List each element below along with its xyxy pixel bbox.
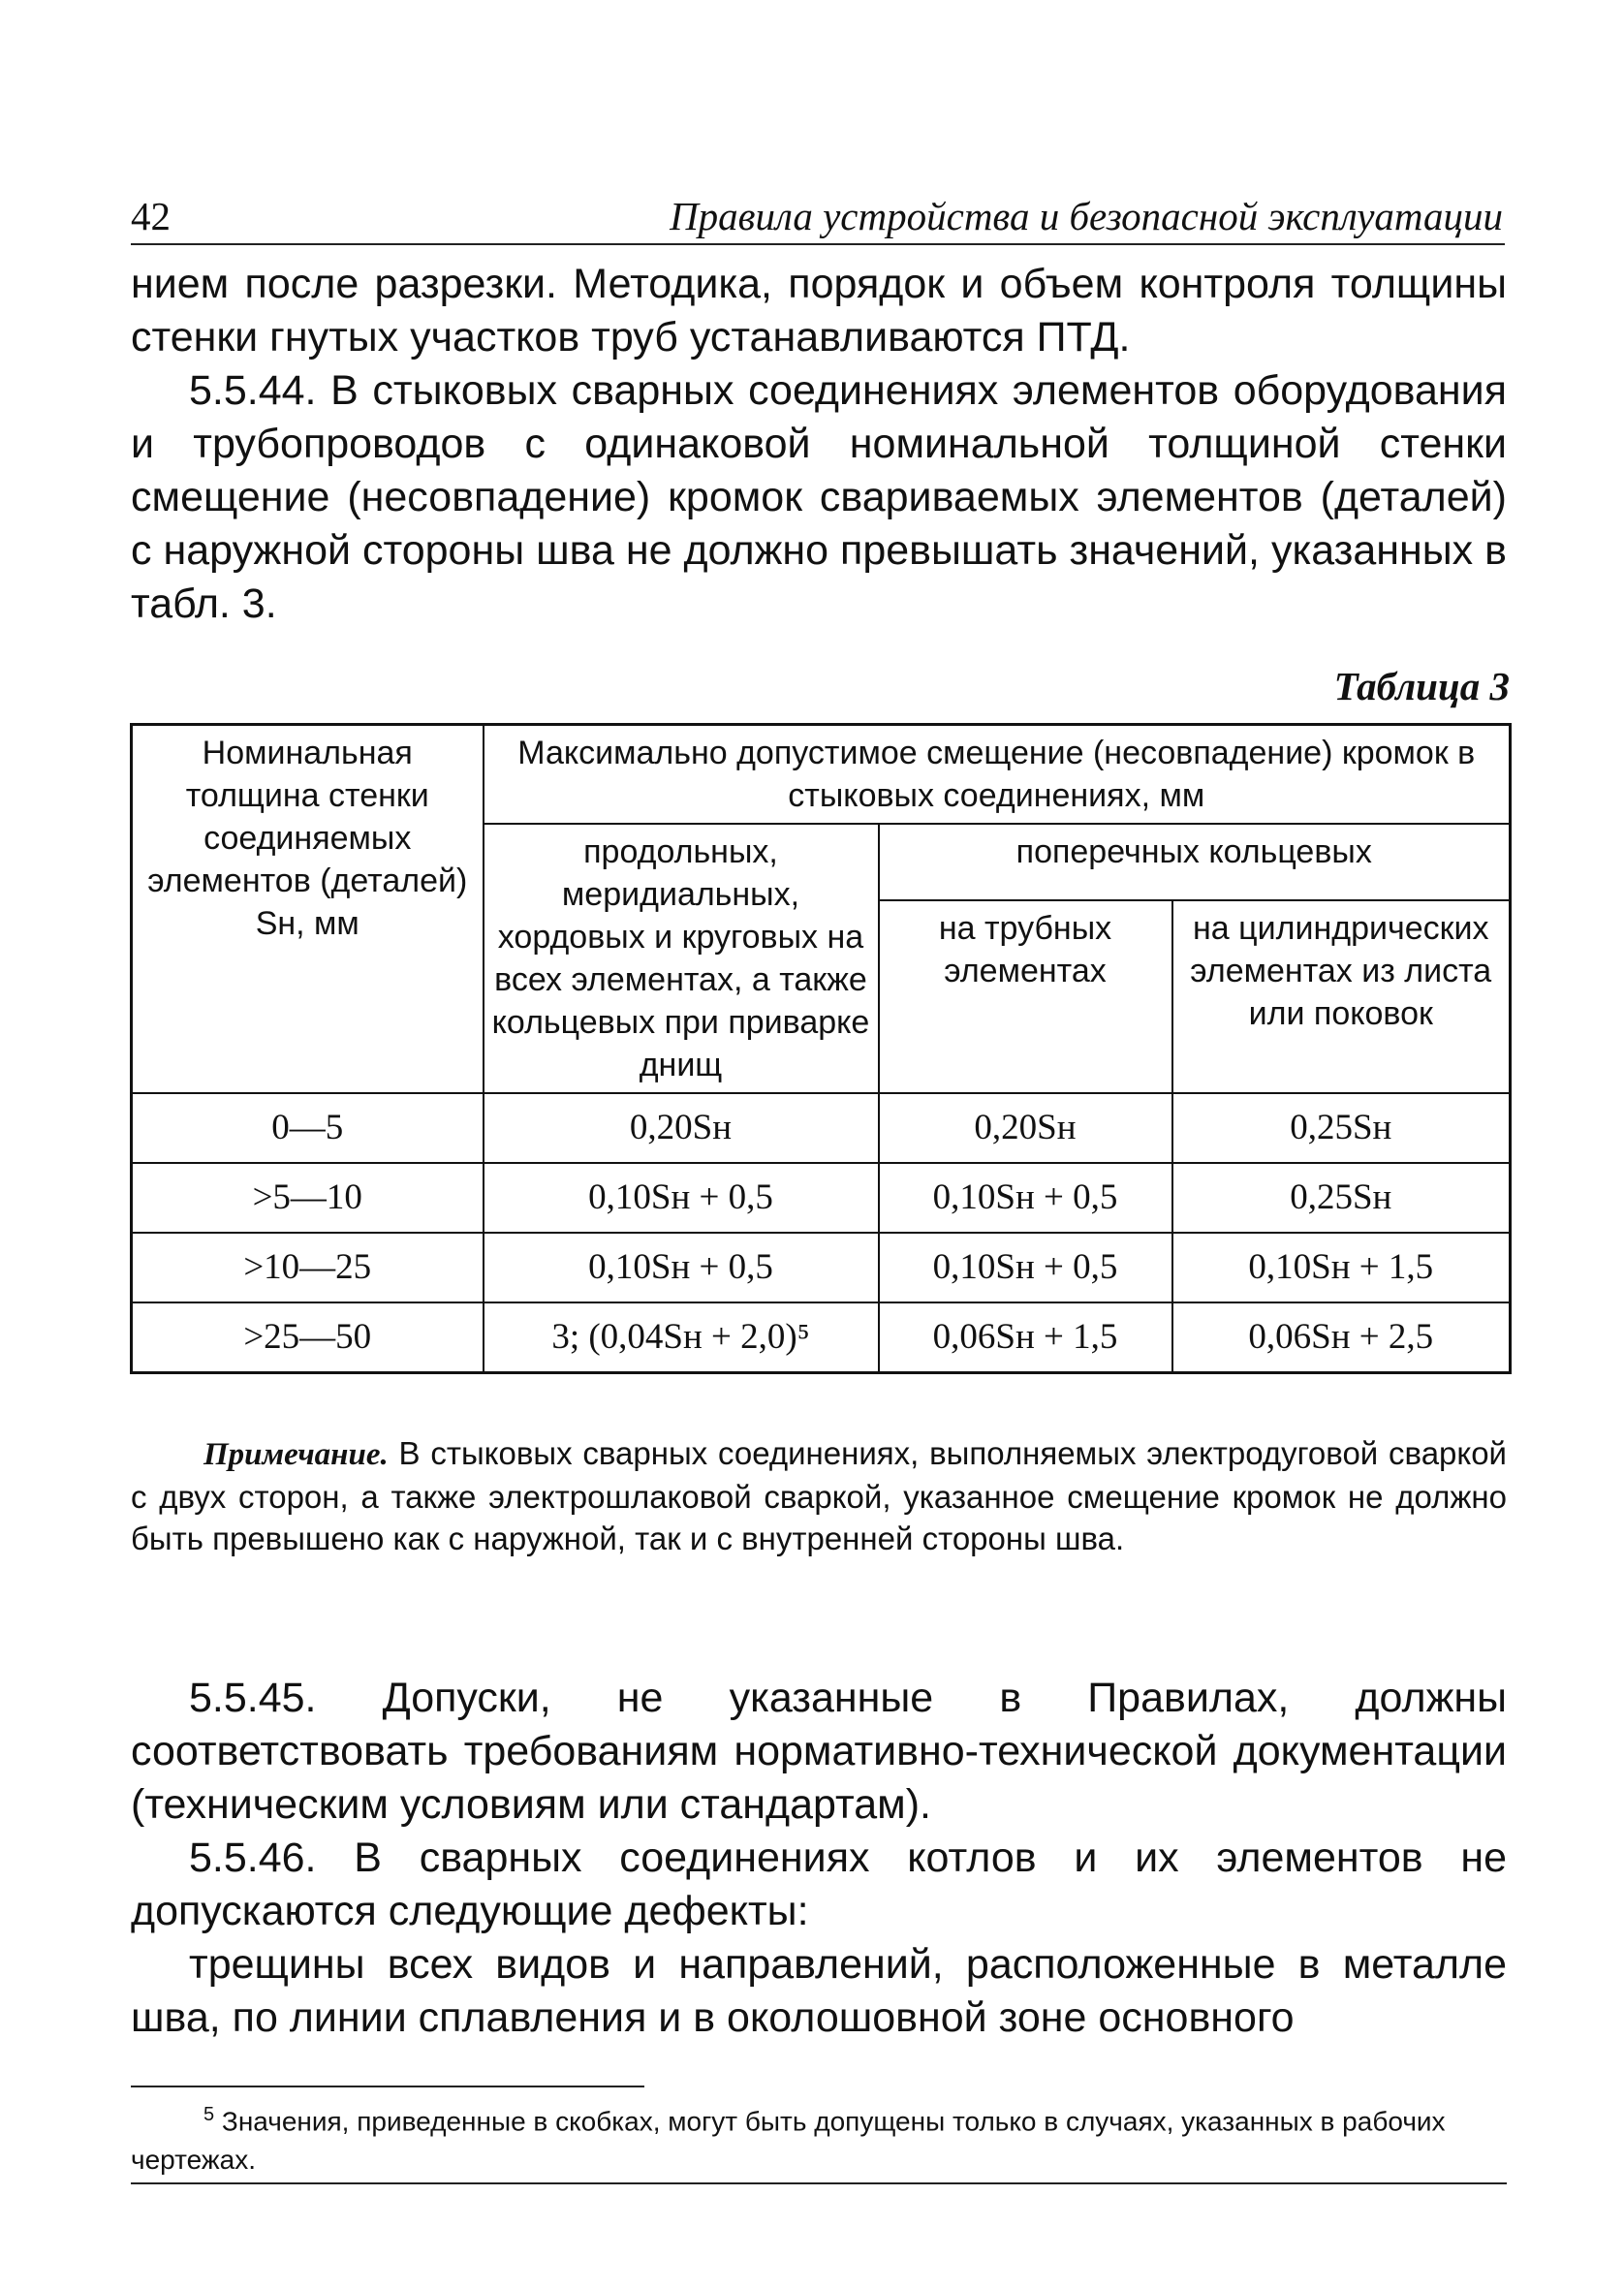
cell-thickness: >5—10 [132, 1163, 484, 1233]
cell-longitudinal: 0,20Sн [484, 1093, 879, 1163]
cell-longitudinal: 3; (0,04Sн + 2,0)⁵ [484, 1302, 879, 1373]
paragraph-5-5-46: 5.5.46. В сварных соединениях котлов и их элементов не допускаются следующие дефекты: [131, 1835, 1507, 1934]
cell-tube: 0,20Sн [879, 1093, 1172, 1163]
table-row [132, 1233, 1511, 1302]
offset-table [130, 723, 1512, 1374]
cell-tube: 0,10Sн + 0,5 [879, 1233, 1172, 1302]
paragraph-5-5-45: 5.5.45. Допуски, не указанные в Правилах, должны соответствовать требованиям нормативно-технической документации (техническим условиям или стандартам). [131, 1675, 1507, 1828]
cell-cylindrical: 0,06Sн + 2,5 [1172, 1302, 1511, 1373]
header-max-offset: Максимально допустимое смещение (несовпадение) кромок в стыковых соединениях, мм [484, 725, 1511, 825]
header-tube-elements: на трубных элементах [879, 900, 1172, 1093]
header-cylindrical-elements: на цилиндрических элементах из листа или поковок [1172, 900, 1511, 1093]
footnote-text: Значения, приведенные в скобках, могут быть допущены только в случаях, указанных в рабочих чертежах. [131, 2106, 1446, 2176]
bottom-rule [131, 2182, 1507, 2184]
cell-tube: 0,06Sн + 1,5 [879, 1302, 1172, 1373]
page-number: 42 [131, 194, 171, 238]
table-note [131, 1432, 1507, 1559]
footnote-marker: 5 [203, 2104, 215, 2125]
footnote-separator [131, 2086, 644, 2087]
header-transverse: поперечных кольцевых [879, 824, 1511, 900]
paragraph-continuation: нием после разрезки. Методика, порядок и объем контроля толщины стенки гнутых участков труб устанавливаются ПТД. [131, 261, 1507, 361]
page-header [131, 189, 1505, 245]
table-row [132, 1093, 1511, 1163]
cell-cylindrical: 0,10Sн + 1,5 [1172, 1233, 1511, 1302]
table-row [132, 1302, 1511, 1373]
running-title: Правила устройства и безопасной эксплуатации [670, 194, 1503, 238]
table-caption: Таблица 3 [1333, 664, 1510, 708]
footnote [131, 2095, 1507, 2180]
cell-thickness: >25—50 [132, 1302, 484, 1373]
cell-thickness: 0—5 [132, 1093, 484, 1163]
cell-cylindrical: 0,25Sн [1172, 1163, 1511, 1233]
cell-longitudinal: 0,10Sн + 0,5 [484, 1163, 879, 1233]
note-label: Примечание. [203, 1437, 389, 1472]
cell-tube: 0,10Sн + 0,5 [879, 1163, 1172, 1233]
note-text: В стыковых сварных соединениях, выполняемых электродуговой сваркой с двух сторон, а также электрошлаковой сваркой, указанное смещение кромок не должно быть превышено как с наружной, так и с внутренней стороны шва. [131, 1435, 1507, 1556]
header-longitudinal: продольных, меридиальных, хордовых и круговых на всех элементах, а также кольцевых при приварке днищ [484, 824, 879, 1093]
cell-thickness: >10—25 [132, 1233, 484, 1302]
header-thickness: Номинальная толщина стенки соединяемых элементов (деталей) Sн, мм [132, 725, 484, 1094]
cell-longitudinal: 0,10Sн + 0,5 [484, 1233, 879, 1302]
cell-cylindrical: 0,25Sн [1172, 1093, 1511, 1163]
paragraph-defects: трещины всех видов и направлений, расположенные в металле шва, по линии сплавления и в околошовной зоне основного [131, 1941, 1507, 2041]
paragraph-5-5-44: 5.5.44. В стыковых сварных соединениях элементов оборудования и трубопроводов с одинаковой номинальной толщиной стенки смещение (несовпадение) кромок свариваемых элементов (деталей) с наружной стороны шва не должно превышать значений, указанных в табл. 3. [131, 367, 1507, 627]
table-row [132, 1163, 1511, 1233]
